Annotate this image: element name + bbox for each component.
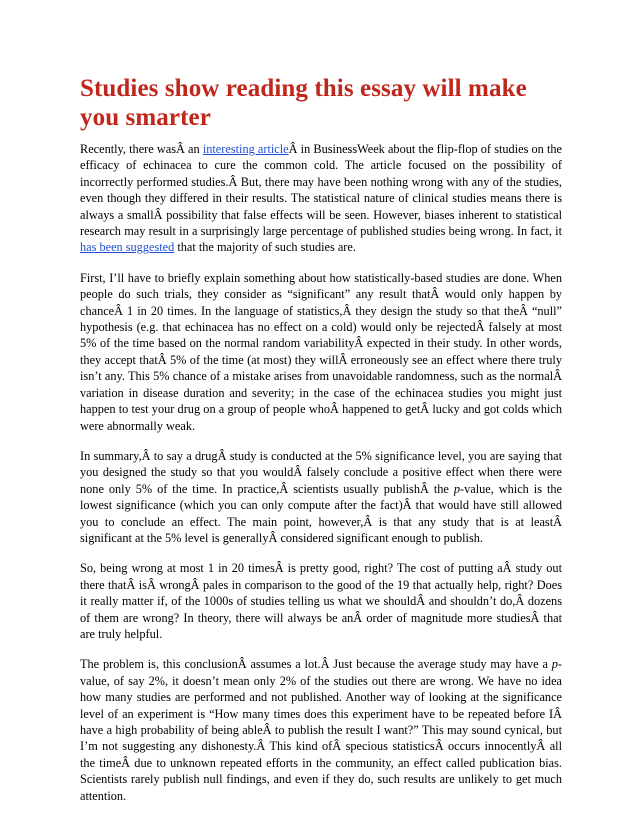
interesting-article-link[interactable]: interesting article [202, 142, 289, 156]
paragraph-1 [80, 141, 562, 256]
article-title: Studies show reading this essay will make you smarter [80, 75, 527, 131]
paragraph-5-text-a: The problem is, this conclusionÂ assumes a lot.Â Just because the average study may have a [80, 657, 552, 672]
paragraph-3-text-a: In summary,Â to say a drugÂ study is conducted at the 5% significance level, you are saying that you designed the study so that you wouldÂ falsely conclude a positive effect when there were none only 5% of the time. In practice,Â scientists usually publishÂ the [80, 448, 562, 496]
paragraph-1-text-b: Â in BusinessWeek about the flip-flop of studies on the efficacy of echinacea to cure the common cold. The article focused on the possibility of incorrectly performed studies.Â But, there may have been nothing wrong with any of the studies, even though they differed in their results. The statistical nature of clinical studies means there is always a smallÂ possibility that false effects will be seen. However, biases inherent to statistical research may result in a surprisingly large percentage of published studies being wrong. In fact, it [80, 142, 563, 239]
has-been-suggested-link[interactable]: has been suggested [80, 240, 175, 255]
paragraph-5-text-b: -value, of say 2%, it doesn’t mean only 2% of the studies out there are wrong. We have no idea how many studies are performed and not published. Another way of looking at the significance level of an experiment is “How many times does this experiment have to be repeated before IÂ have a high probability of being ableÂ to publish the result I want?” This may sound cynical, but I’m not suggesting any dishonesty.Â This kind ofÂ specious statisticsÂ occurs innocentlyÂ all the timeÂ due to unknown repeated efforts in the community, an effect called publication bias. Scientists rarely publish null findings, and even if they do, such results are unlikely to get much attention. [80, 657, 562, 803]
paragraph-3-text-b: -value, which is the lowest significance (which you can only compute after the fact)Â that would have still allowed you to conclude an effect. The main point, however,Â is that any study that is at leastÂ significant at the 5% level is generallyÂ considered significant enough to publish. [80, 481, 562, 545]
p-value-symbol: p [453, 481, 460, 496]
paragraph-1-text-c: that the majority of such studies are. [174, 240, 356, 255]
paragraph-3 [80, 448, 562, 546]
paragraph-2: First, I’ll have to briefly explain something about how statistically-based studies are done. When people do such trials, they consider as “significant” any result thatÂ would only happen by chanceÂ 1 in 20 times. In the language of statistics,Â they design the study so that theÂ “null” hypothesis (e.g. that echinacea has no effect on a cold) would only be rejectedÂ falsely at most 5% of the time based on the normal random variabilityÂ expected in their study. In other words, they accept thatÂ 5% of the time (at most) they willÂ erroneously see an effect where there truly isn’t any. This 5% chance of a mistake arises from unavoidable randomness, such as the normalÂ variation in disease duration and severity; in the case of the echinacea studies you might just happen to test your drug on a group of people whoÂ happened to getÂ lucky and got colds which were abnormally weak. [80, 270, 562, 433]
p-value-symbol: p [551, 657, 558, 672]
paragraph-1-text-a: Recently, there wasÂ an [80, 142, 203, 156]
paragraph-4: So, being wrong at most 1 in 20 timesÂ is pretty good, right? The cost of putting aÂ study out there thatÂ isÂ wrongÂ pales in comparison to the good of the 19 that actually help, right? Does it really matter if, of the 1000s of studies telling us what we shouldÂ and shouldn’t do,Â dozens of them are wrong? In theory, there will always be anÂ order of magnitude more studiesÂ that are truly helpful. [80, 561, 562, 641]
paragraph-5 [80, 656, 562, 804]
